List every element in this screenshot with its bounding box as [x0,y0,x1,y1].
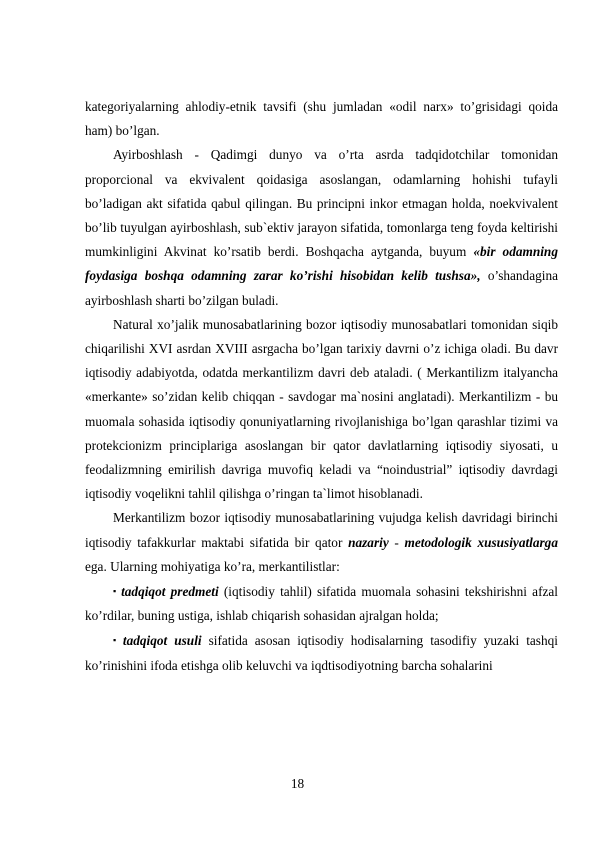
paragraph-continuation: kategoriyalarning ahlodiy-etnik tavsifi (shu jumladan «odil narx» to’grisidagi qoida ham) bo’lgan. [85,99,558,139]
paragraph-text-tail: o’shandagina ayirboshlash sharti bo’zilgan buladi. [85,268,559,308]
emphasized-quote: «bir odamning foydasiga boshqa odamning zarar ko’rishi hisobidan kelib tushsa», [85,244,558,284]
list-item [85,579,558,628]
paragraph-text: Ayirboshlash - Qadimgi dunyo va o’rta asrda tadqidotchilar tomonidan proporcional va ekvivalent qoidasiga asoslangan, odamlarning hohishi tufayli bo’ladigan akt sifatida qabul qilingan. Bu principni inkor etmagan holda, noekvivalent bo’lib tuyulgan ayirboshlash, sub`ektiv jarayon sifatida, tomonlarga teng foyda keltirishi mumkinligini Akvinat ko’rsatib berdi. Boshqacha aytganda, buyum [85,147,558,260]
list-item-term: tadqiqot predmeti [121,584,219,600]
list-item-text: sifatida asosan iqtisodiy hodisalarning tasodifiy yuzaki tashqi ko’rinishini ifoda etishga olib keluvchi va iqdtisodiyotning barcha sohalarini [85,633,558,673]
emphasized-term: metodologik xususiyatlarga [404,534,558,550]
paragraph-exchange [85,143,558,312]
page-number: 18 [290,776,305,791]
emphasized-term: nazariy [348,534,389,550]
document-body [85,95,558,678]
paragraph-text: Merkantilizm bozor iqtisodiy munosabatlarining vujudga kelish davridagi birinchi iqtisodiy tafakkurlar maktabi sifatida bir qator [85,510,558,550]
paragraph-text-tail: ega. Ularning mohiyatiga ko’ra, merkantilistlar: [85,558,340,574]
bullet-icon: ▪ [113,635,120,646]
separator: - [388,534,405,550]
list-item [85,628,558,677]
paragraph-mercantilism-era: Natural xo’jalik munosabatlarining bozor iqtisodiy munosabatlari tomonidan siqib chiqarilishi XVI asrdan XVIII asrgacha bo’lgan tarixiy davrni o’z ichiga oladi. Bu davr iqtisodiy adabiyotda, odatda merkantilizm davri deb ataladi. ( Merkantilizm italyancha «merkante» so’zidan kelib chiqqan - savdogar ma`nosini anglatadi). Merkantilizm - bu muomala sohasida iqtisodiy qonuniyatlarning rivojlanishiga bo’lgan qarashlar tizimi va protekcionizm principlariga asoslangan bir qator davlatlarning iqtisodiy siyosati, u feodalizmning emirilish davriga muvofiq keladi va “noindustrial” iqtisodiy davrdagi iqtisodiy voqelikni tahlil qilishga o’ringan ta`limot hisoblanadi. [85,316,558,502]
list-item-text: (iqtisodiy tahlil) sifatida muomala sohasini tekshirishni afzal ko’rdilar, buning ustiga, ishlab chiqarish sohasidan ajralgan holda; [85,584,558,624]
bullet-icon: ▪ [113,586,119,597]
list-item-term: tadqiqot usuli [122,633,202,649]
paragraph-mercantilism-features [85,506,558,579]
